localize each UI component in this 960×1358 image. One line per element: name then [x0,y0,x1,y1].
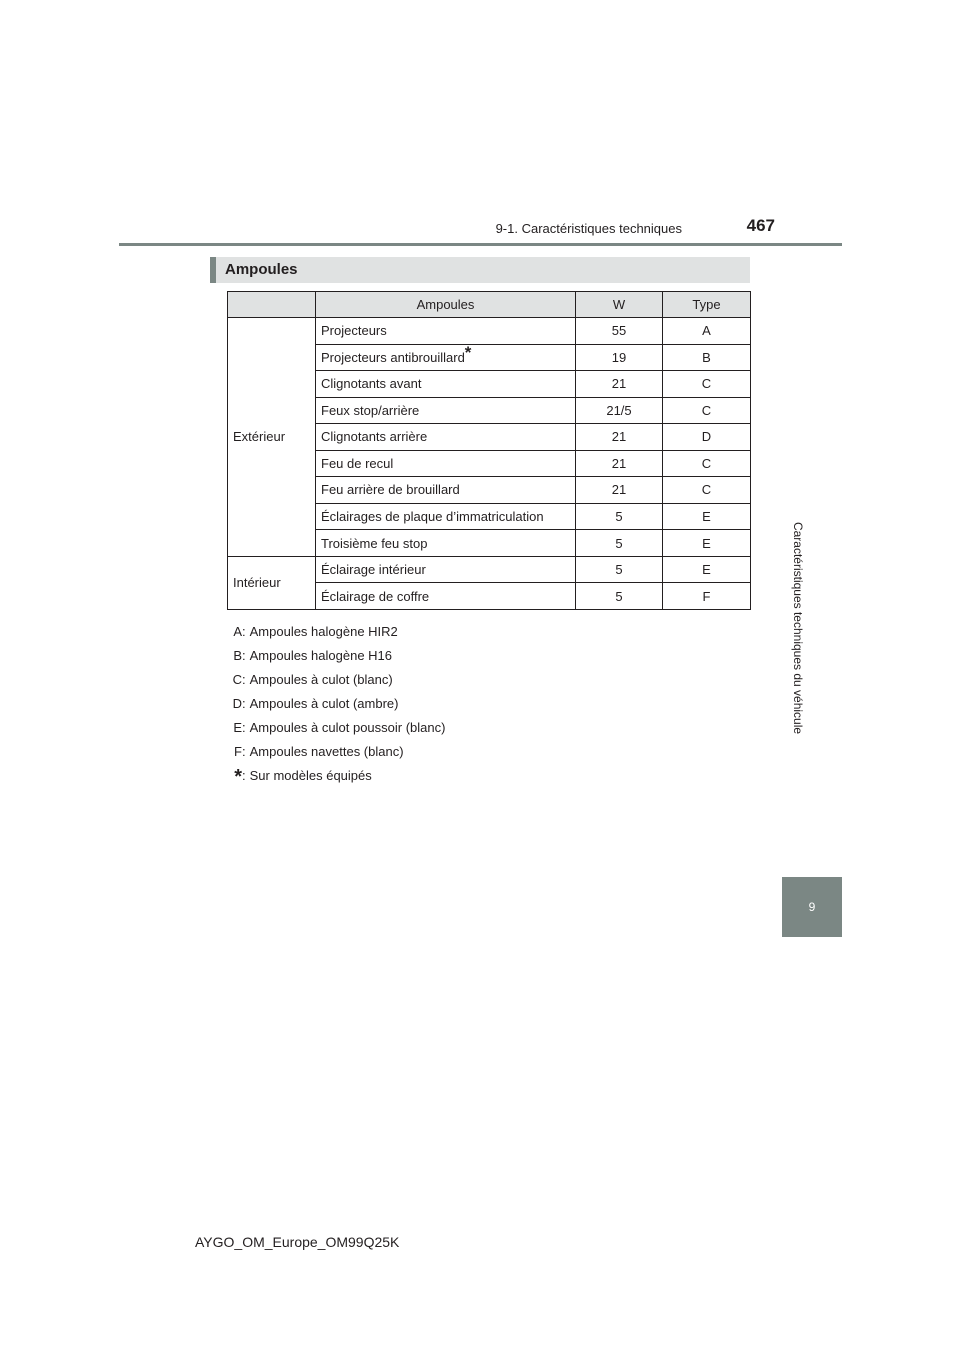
bulb-type: B [663,344,751,371]
legend-text: Ampoules à culot (ambre) [249,696,399,711]
bulb-watts: 21 [576,477,663,504]
legend-text: Ampoules halogène H16 [249,648,393,663]
section-title: 9-1. Caractéristiques techniques [495,221,682,236]
bulb-name: Projecteurs [316,318,576,345]
legend-text: Ampoules navettes (blanc) [249,744,404,759]
table-header-row [228,292,751,318]
bulb-type: A [663,318,751,345]
bulb-watts: 21/5 [576,397,663,424]
bulb-watts: 5 [576,556,663,583]
table-row [228,318,751,345]
legend-item: D : Ampoules à culot (ambre) [214,692,445,716]
bulb-type: C [663,371,751,398]
footnote: * : Sur modèles équipés [234,766,372,788]
table-row [228,556,751,583]
bulb-watts: 5 [576,583,663,610]
bulb-type: C [663,477,751,504]
bulbs-table [227,291,751,610]
chapter-number: 9 [808,900,816,914]
bulb-type: C [663,397,751,424]
column-header: W [576,292,663,318]
chapter-title-vertical: Caractéristiques techniques du véhicule [791,521,805,735]
legend-key: A [233,624,242,639]
legend-item: A : Ampoules halogène HIR2 [214,620,445,644]
legend-key: E [233,720,242,735]
bulb-watts: 5 [576,530,663,557]
legend-text: Ampoules à culot poussoir (blanc) [249,720,446,735]
bulb-name: Clignotants avant [316,371,576,398]
column-header: Type [663,292,751,318]
bulb-name-cell [316,344,576,371]
bulb-type: E [663,503,751,530]
legend-item: B : Ampoules halogène H16 [214,644,445,668]
bulb-type: F [663,583,751,610]
footnote-marker: * [234,766,242,788]
bulb-name: Feu arrière de brouillard [316,477,576,504]
bulb-name: Éclairage de coffre [316,583,576,610]
bulb-name: Éclairages de plaque d’immatriculation [316,503,576,530]
page-number: 467 [746,216,775,235]
document-code: AYGO_OM_Europe_OM99Q25K [195,1234,400,1250]
bulb-name: Projecteurs antibrouillard [321,349,465,365]
bulb-type-legend [214,620,445,788]
bulb-watts: 21 [576,424,663,451]
bulb-watts: 5 [576,503,663,530]
bulb-name: Feux stop/arrière [316,397,576,424]
bulb-type: D [663,424,751,451]
bulb-watts: 21 [576,450,663,477]
legend-key: C [232,672,242,687]
bulb-type: E [663,530,751,557]
bulb-name: Clignotants arrière [316,424,576,451]
chapter-tab [782,877,842,937]
legend-key: B [233,648,242,663]
bulb-name: Feu de recul [316,450,576,477]
legend-item: F : Ampoules navettes (blanc) [214,740,445,764]
legend-text: Ampoules à culot (blanc) [249,672,393,687]
legend-item: E : Ampoules à culot poussoir (blanc) [214,716,445,740]
group-label-interior: Intérieur [228,556,316,609]
legend-key: F [234,744,242,759]
legend-key: D [232,696,242,711]
legend-text: Ampoules halogène HIR2 [249,624,398,639]
bulb-watts: 19 [576,344,663,371]
footnote-marker: * [464,342,472,362]
bulb-watts: 55 [576,318,663,345]
column-header: Ampoules [316,292,576,318]
bulb-watts: 21 [576,371,663,398]
group-label-exterior: Extérieur [228,318,316,557]
bulb-name: Troisième feu stop [316,530,576,557]
bulb-type: E [663,556,751,583]
column-header [228,292,316,318]
footnote-text: Sur modèles équipés [249,768,372,783]
bulb-type: C [663,450,751,477]
legend-item: C : Ampoules à culot (blanc) [214,668,445,692]
bulb-name: Éclairage intérieur [316,556,576,583]
section-heading: Ampoules [210,257,750,283]
header-rule [119,243,842,246]
